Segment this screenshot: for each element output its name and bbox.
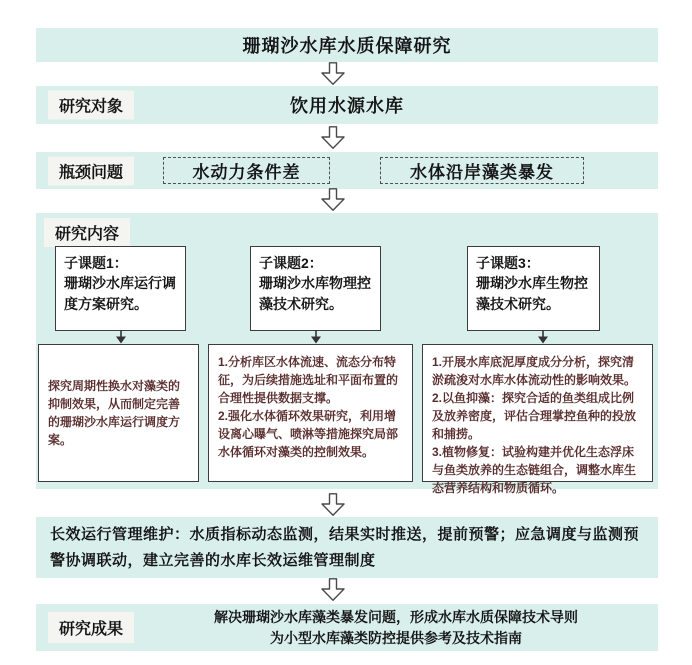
connector-arrow-icon: [114, 330, 128, 344]
bottleneck-problem-algae-bloom: 水体沿岸藻类暴发: [380, 157, 584, 184]
long-term-management-text: 长效运行管理维护：水质指标动态监测，结果实时推送，提前预警；应急调度与监测预警协调联动，建立完善的水库长效运维管理制度: [50, 525, 640, 569]
long-term-management-band: [36, 517, 658, 578]
bottleneck-band: [36, 152, 658, 189]
research-results-text: [134, 607, 658, 649]
research-object-value: 饮用水源水库: [290, 96, 404, 116]
subtopic-2-name: 珊瑚沙水库物理控藻技术研究。: [259, 275, 371, 312]
detail-paragraph: 2.以鱼抑藻：探究合适的鱼类组成比例及放养密度，评估合理掌控鱼种的投放和捕捞。: [432, 391, 637, 441]
subtopic-3-name: 珊瑚沙水库生物控藻技术研究。: [476, 275, 588, 312]
subtopic-3-heading: 子课题3：: [476, 255, 540, 271]
research-content-section: [36, 213, 658, 495]
subtopic-1-detail-box: [38, 344, 199, 482]
subtopic-3-detail-box: [422, 344, 653, 495]
down-arrow-icon: [320, 188, 346, 211]
subtopic-2-heading: 子课题2：: [259, 255, 323, 271]
subtopic-1-name: 珊瑚沙水库运行调度方案研究。: [64, 275, 176, 312]
detail-paragraph: 2.强化水体循环效果研究，利用增设离心曝气、喷淋等措施探究局部水体循环对藻类的控制效果。: [218, 409, 399, 459]
subtopic-2-box: [250, 246, 381, 331]
connector-arrow-icon: [536, 330, 550, 344]
down-arrow-icon: [320, 126, 346, 149]
detail-paragraph: 1.分析库区水体流速、流态分布特征，为后续措施选址和平面布置的合理性提供数据支撑。: [218, 355, 399, 405]
results-line-2: 为小型水库藻类防控提供参考及技术指南: [270, 629, 522, 646]
bottleneck-label: 瓶颈问题: [48, 156, 134, 185]
down-arrow-icon: [320, 578, 346, 601]
subtopic-2-detail-box: [208, 344, 413, 482]
subtopic-1-heading: 子课题1：: [64, 255, 128, 271]
research-object-label: 研究对象: [48, 91, 134, 120]
subtopic-1-box: [55, 246, 186, 331]
down-arrow-icon: [320, 62, 346, 85]
research-results-band: [36, 604, 658, 651]
detail-paragraph: 3.植物修复：试验构建并优化生态浮床与鱼类放养的生态链组合，调整水库生态营养结构和物质循环。: [432, 445, 637, 495]
subtopic-3-box: [467, 246, 600, 331]
results-line-1: 解决珊瑚沙水库藻类暴发问题，形成水库水质保障技术导则: [214, 608, 578, 625]
detail-paragraph: 1.开展水库底泥厚度成分分析，探究清淤疏浚对水库水体流动性的影响效果。: [432, 355, 637, 387]
diagram-title: 珊瑚沙水库水质保障研究: [36, 28, 658, 62]
research-content-label: 研究内容: [44, 218, 130, 247]
detail-paragraph: 探究周期性换水对藻类的抑制效果，从而制定完善的珊瑚沙水库运行调度方案。: [48, 379, 181, 447]
connector-arrow-icon: [309, 330, 323, 344]
bottleneck-problem-hydrodynamics: 水动力条件差: [163, 157, 330, 184]
research-results-label: 研究成果: [48, 612, 134, 643]
down-arrow-icon: [320, 493, 346, 516]
research-object-band: [36, 86, 658, 124]
